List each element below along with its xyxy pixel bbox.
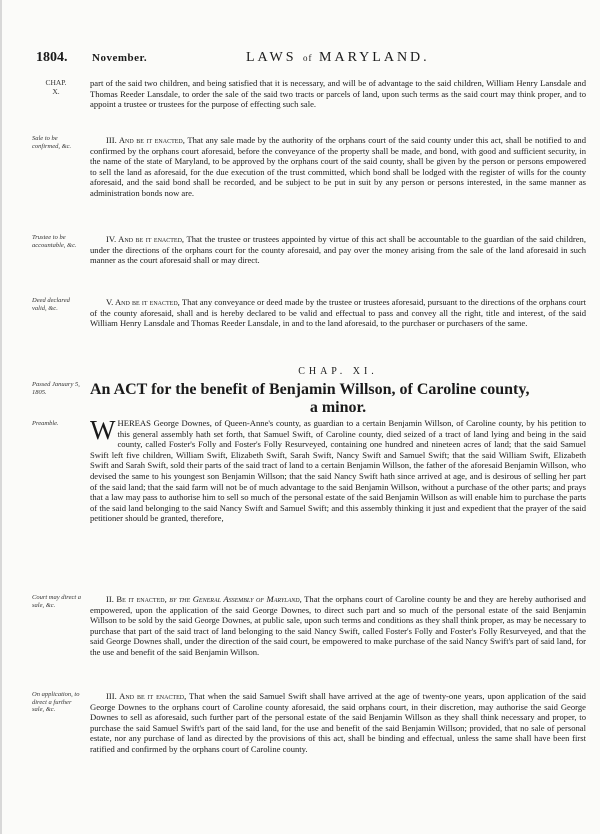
- margin-note-application: On application, to direct a further sale, &c.: [32, 691, 80, 713]
- section-4: [90, 234, 586, 266]
- preamble-caps: HEREAS: [117, 418, 151, 428]
- drop-cap: W: [90, 415, 116, 445]
- header-title-laws: LAWS: [246, 50, 297, 65]
- margin-note-trustee: Trustee to be accountable, &c.: [32, 234, 77, 249]
- section-5-text: That any conveyance or deed made by the trustee or trustees aforesaid, pursuant to the directions of the orphans court of the county aforesaid, shall and is hereby declared to be valid and effectual to pass and convey all the right, title and interest, of the said William Henry Lansdale and Thomas Reeder Lansdale, in and to the land aforesaid, to the purchaser or purchasers of the same.: [90, 297, 586, 329]
- header-title-state: MARYLAND.: [319, 50, 430, 65]
- margin-note-passed: Passed January 5, 1805.: [32, 381, 80, 396]
- section-4-lead: IV. And be it enacted,: [106, 234, 185, 244]
- margin-note-sale: Sale to be confirmed, &c.: [32, 135, 72, 150]
- section-2-by: by the General Assembly of Maryland,: [166, 594, 302, 604]
- section-5-lead: V. And be it enacted,: [106, 297, 180, 307]
- margin-note-deed: Deed declared valid, &c.: [32, 297, 70, 312]
- act-title-line-2: a minor.: [309, 399, 367, 416]
- margin-chap-number: X.: [52, 87, 60, 96]
- section-4-text: That the trustee or trustees appointed by virtue of this act shall be accountable to the guardian of the said children, under the directions of the orphans court for the county aforesaid, and pay over the money arising from the sale of the land aforesaid in such manner as the court aforesaid shall or may direct.: [90, 234, 587, 266]
- preamble-text: George Downes, of Queen-Anne's county, as guardian to a certain Benjamin Willson, of Caroline county, by his petition to this general assembly hath set forth, that Samuel Swift, of Caroline county, died seized of a tract of land lying and being in the said county, called Foster's Folly and Foster's Folly Resurveyed, containing one hundred and nineteen acres of land; that the said Samuel Swift left five children, William Swift, Elizabeth Swift, Sarah Swift, Nancy Swift and Samuel Swift; that the said William Swift, Elizabeth Swift and Sarah Swift, sold their parts of the said tract of land to a certain Benjamin Willson, the father of the aforesaid Benjamin Willson, who devised the same to his youngest son Benjamin Willson; that the said Nancy Swift hath since arrived at age, and is desirous of selling her part of the said land; that the said farm will not be of much advantage to the said Benjamin Willson, without a purchase of the other parts; and prays that a law may pass to authorise him to sell so much of the personal estate of the said Benjamin Willson as will enable him to purchase the parts of the said land belonging to the said Nancy Swift and Samuel Swift; and this assembly thinking it just and expedient that the prayer of the said petitioner should be granted, therefore,: [90, 418, 586, 524]
- act-title-line-1: An ACT for the benefit of Benjamin Willson, of Caroline county,: [90, 381, 530, 398]
- section-2-text: That the orphans court of Caroline county be and they are hereby authorised and empowered, upon the application of the said George Downes, to direct such part and so much of the personal estate of the said Benjamin Willson to be sold by the said George Downes, at public sale, upon such terms and conditions as they shall think proper, as may be necessary to purchase that part of the said tract of land belonging to the said Nancy Swift, called Foster's Folly and Foster's Folly Resurveyed, and that the said George Downes shall, under the direction of the said court, be empowered to make purchase of the said Nancy Swift's part of said land, for the use and benefit of the said Benjamin Willson.: [90, 594, 586, 657]
- header-title: [246, 50, 430, 66]
- section-3-lead: III. And be it enacted,: [106, 135, 185, 145]
- header-title-of: of: [303, 53, 313, 63]
- header-year: 1804.: [36, 50, 68, 65]
- page-header: [36, 50, 584, 68]
- margin-chap-label: [36, 78, 76, 96]
- section-3b: [90, 691, 586, 755]
- section-2: [90, 594, 586, 658]
- section-3-text: That any sale made by the authority of the orphans court of the said county under this act, shall be notified to and confirmed by the orphans court aforesaid, before the conveyance of the property shall be made, and bond, with good and sufficient security, in the name of the state of Maryland, to be approved by the orphans court of the said county, shall be given by the person or persons empowered to sell the land as aforesaid, for the due execution of the trust committed, which bond shall be lodged with the register of wills for the county aforesaid, and the said bond shall be recorded, and be subject to be put in suit by any person or persons interested, in the same manner as administration bonds now are.: [90, 135, 587, 198]
- header-month: November.: [92, 52, 148, 64]
- section-3b-lead: III. And be it enacted,: [106, 691, 187, 701]
- act-title: [90, 381, 586, 417]
- section-3b-text: That when the said Samuel Swift shall have arrived at the age of twenty-one years, upon application of the said George Downes to the orphans court of Caroline county aforesaid, the said orphans court, in their discretion, may authorise the said George Downes to sell as aforesaid, such further part of the personal estate of the said Benjamin Willson as they shall think necessary and proper, to purchase the said Samuel Swift's part of the said land, for the use and benefit of the said Benjamin Willson; provided, that no sale of personal estate, nor any purchase of land as directed by the provisions of this act, shall be binding and effectual, unless the same shall have been first ratified and confirmed by the orphans court of Caroline county.: [90, 691, 586, 754]
- section-2-lead: II. Be it enacted,: [106, 594, 167, 604]
- paragraph-intro: part of the said two children, and being satisfied that it is necessary, and will be of advantage to the said children, William Henry Lansdale and Thomas Reeder Lansdale, to order the sale of the said two tracts or parcels of land, upon such terms as the said court may think proper, and to appoint a trustee or trustees for the purpose of effecting such sale.: [90, 78, 586, 110]
- section-3: [90, 135, 586, 199]
- preamble-paragraph: [90, 415, 586, 524]
- chapter-heading: CHAP. XI.: [298, 366, 378, 377]
- margin-note-court: Court may direct a sale, &c.: [32, 594, 82, 609]
- margin-note-preamble: Preamble.: [32, 420, 59, 427]
- section-5: [90, 297, 586, 329]
- margin-chap-word: CHAP.: [45, 78, 67, 87]
